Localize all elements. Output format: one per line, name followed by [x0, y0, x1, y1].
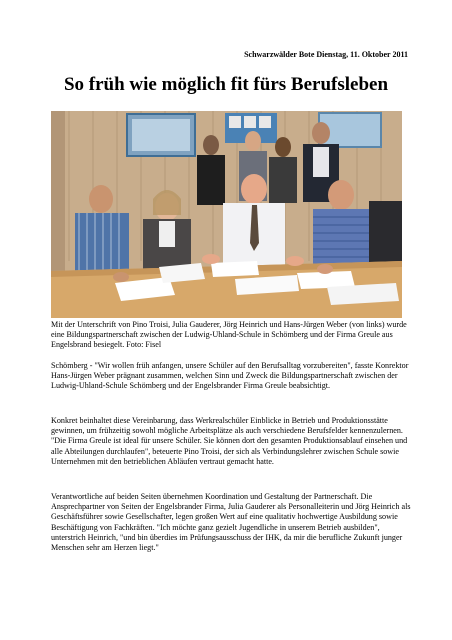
article-paragraph: Verantwortliche auf beiden Seiten übernehmen Koordination und Gestaltung der Partnerschaft. Die Ansprechpartner von Seiten der Engelsbrander Firma, Julia Gauderer als Personalleiterin und Jörg Heinrich als Geschäftsführer sowie Gesellschafter, legen großen Wert auf eine qualitativ hochwertige Ausbildung sowie Beschäftigung von Fachkräften. "Ich möchte ganz gezielt Jugendliche in unserem Betrieb ausbilden", unterstrich Heinrich, "und bin überdies im Prüfungsausschuss der IHK, da mir die berufliche Zukunft junger Menschen sehr am Herzen liegt." [51, 492, 411, 553]
article-photo [51, 111, 402, 318]
article-paragraph: Konkret beinhaltet diese Vereinbarung, dass Werkrealschüler Einblicke in Betrieb und Produktionsstätte gewinnen, um frühzeitig sowohl mögliche Arbeitsplätze als auch verschiedene Berufsfelder kennenzulernen. "Die Firma Greule ist ideal für unsere Schüler. Sie können dort den gesamten Produktionsablauf einsehen und alle Abteilungen durchlaufen", beteuerte Pino Troisi, der sich als Verbindungslehrer zwischen Schule sowie Unternehmen mit den betrieblichen Abläufen vertraut gemacht hatte. [51, 416, 408, 466]
article-paragraph: Schömberg - "Wir wollen früh anfangen, unsere Schüler auf den Berufsalltag vorzubereiten", fasste Konrektor Hans-Jürgen Weber prägnant zusammen, welchen Sinn und Zweck die Bildungspartnerschaft zwischen der Ludwig-Uhland-Schule Schömberg und der Engelsbrander Firma Greule beabsichtigt. [51, 361, 409, 391]
article-title: So früh wie möglich fit fürs Berufsleben [63, 74, 389, 95]
source-dateline: Schwarzwälder Bote Dienstag, 11. Oktober 2011 [244, 50, 408, 59]
photo-caption: Mit der Unterschrift von Pino Troisi, Julia Gauderer, Jörg Heinrich und Hans-Jürgen Weber (von links) wurde eine Bildungspartnerschaft zwischen der Ludwig-Uhland-Schule in Schömberg und der Firma Greule aus Engelsbrand besiegelt. Foto: Fisel [51, 320, 407, 350]
